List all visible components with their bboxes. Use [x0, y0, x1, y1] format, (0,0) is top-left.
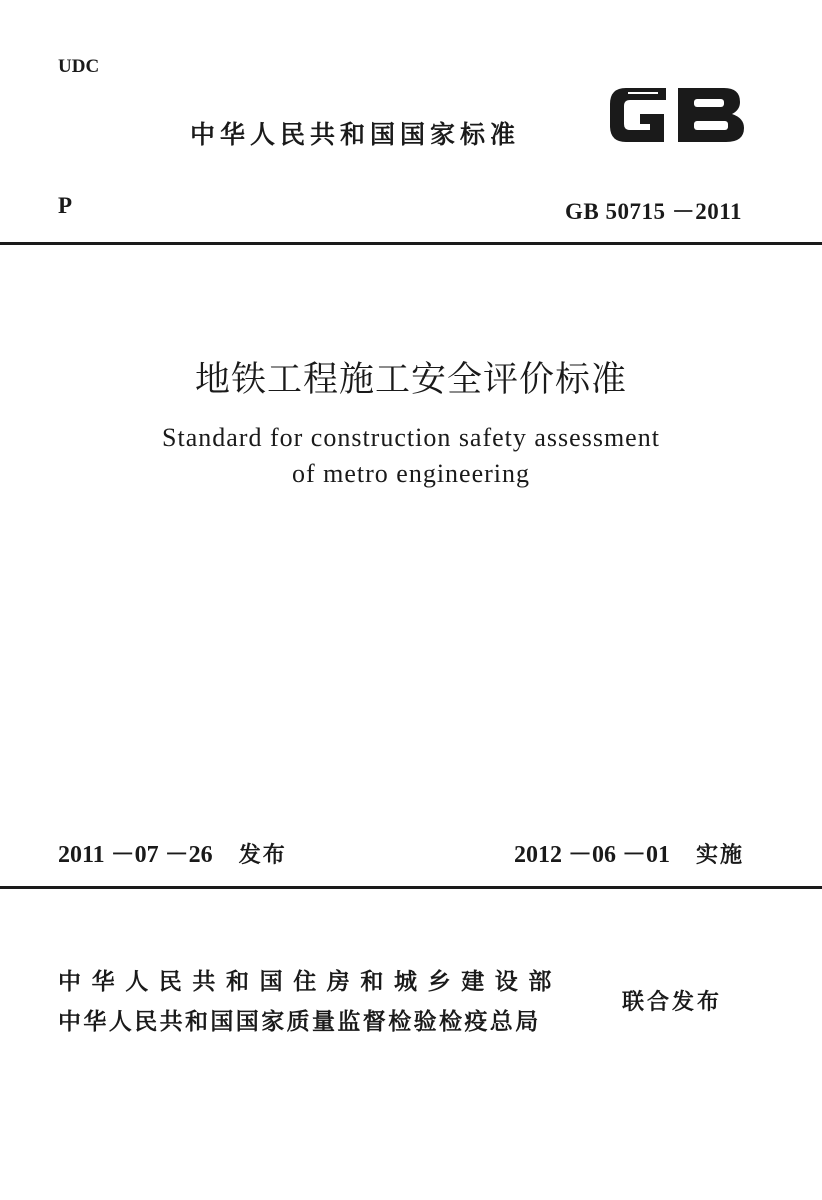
issue-label: 发布: [238, 843, 287, 868]
bottom-divider: [0, 886, 822, 889]
gb-logo-icon: [606, 80, 748, 150]
classification-code: P: [58, 193, 73, 218]
title-english-line-2: of metro engineering: [291, 459, 531, 488]
issue-date: 2011 －07 －26: [58, 842, 213, 868]
issuer-aqsiq: 中华人民共和国国家质量监督检验检疫总局: [58, 1009, 541, 1035]
implement-label: 实施: [695, 843, 744, 868]
standard-number: GB 50715 －2011: [565, 199, 742, 224]
title-english-line-1: Standard for construction safety assessment: [162, 423, 660, 452]
issue-date-row: [58, 834, 287, 869]
issuer-ministry: 中华人民共和国住房和城乡建设部: [58, 969, 562, 995]
implement-date: 2012 －06 －01: [513, 842, 670, 868]
udc-label: UDC: [58, 56, 100, 77]
top-divider: [0, 242, 822, 245]
joint-issue-label: 联合发布: [622, 990, 723, 1015]
issuing-authorities: [58, 962, 562, 1042]
implement-date-row: [514, 834, 744, 869]
title-english: [0, 420, 822, 492]
title-chinese: 地铁工程施工安全评价标准: [194, 360, 627, 400]
national-standard-heading: 中华人民共和国国家标准: [190, 120, 521, 149]
